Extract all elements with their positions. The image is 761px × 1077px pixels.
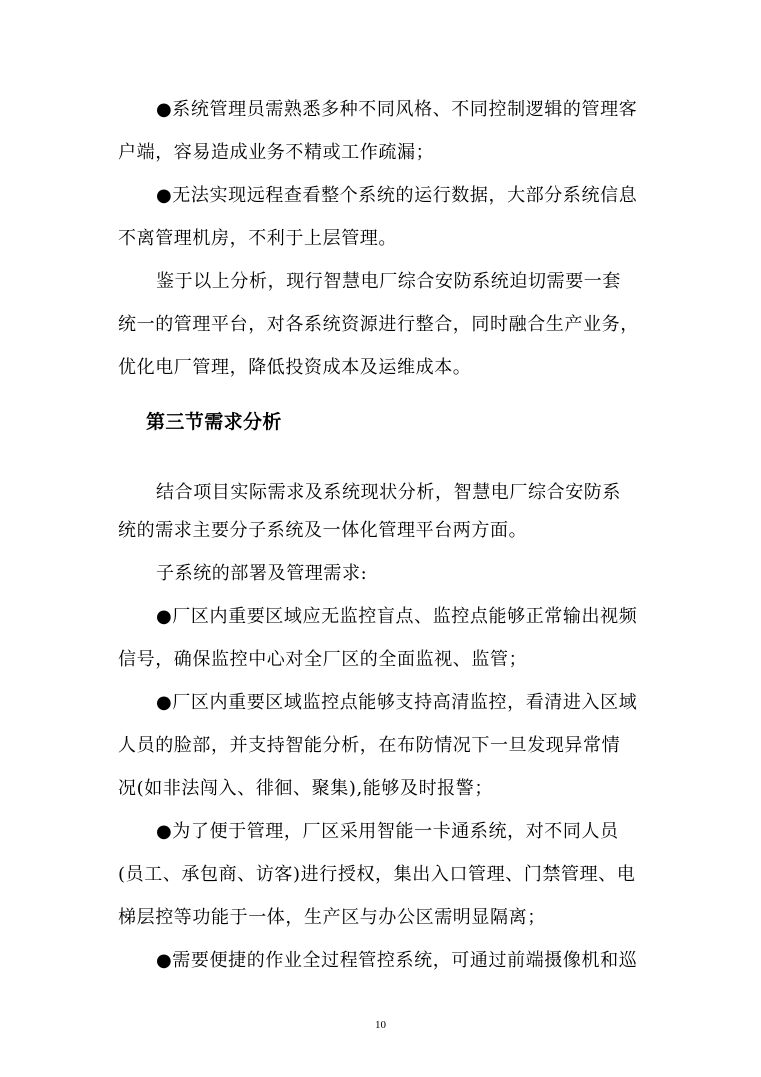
paragraph-line: ●为了便于管理，厂区采用智能一卡通系统，对不同人员 — [156, 821, 619, 842]
paragraph-line: 户端，容易造成业务不精或工作疏漏； — [118, 142, 435, 163]
paragraph-line: 统一的管理平台，对各系统资源进行整合，同时融合生产业务， — [118, 314, 639, 335]
paragraph-line: 鉴于以上分析，现行智慧电厂综合安防系统迫切需要一套 — [156, 271, 621, 292]
paragraph-line: 况(如非法闯入、徘徊、聚集),能够及时报警； — [118, 778, 493, 799]
page-number: 10 — [375, 1019, 386, 1031]
paragraph-line: ●系统管理员需熟悉多种不同风格、不同控制逻辑的管理客 — [156, 99, 638, 120]
paragraph-line: 统的需求主要分子系统及一体化管理平台两方面。 — [118, 520, 528, 541]
section-heading: 第三节需求分析 — [146, 411, 282, 433]
paragraph-line: ●厂区内重要区域应无监控盲点、监控点能够正常输出视频 — [156, 606, 638, 627]
paragraph-line: 不离管理机房，不利于上层管理。 — [118, 228, 397, 249]
paragraph-line: 信号，确保监控中心对全厂区的全面监视、监管； — [118, 649, 528, 670]
paragraph-line: 子系统的部署及管理需求: — [156, 563, 368, 584]
paragraph-line: 人员的脸部，并支持智能分析，在布防情况下一旦发现异常情 — [118, 735, 621, 756]
paragraph-line: ●需要便捷的作业全过程管控系统，可通过前端摄像机和巡 — [156, 950, 638, 971]
paragraph-line: (员工、承包商、访客)进行授权，集出入口管理、门禁管理、电 — [118, 864, 636, 885]
paragraph-line: 结合项目实际需求及系统现状分析，智慧电厂综合安防系 — [156, 482, 621, 503]
paragraph-line: ●无法实现远程查看整个系统的运行数据，大部分系统信息 — [156, 185, 638, 206]
paragraph-line: 梯层控等功能于一体，生产区与办公区需明显隔离； — [118, 907, 546, 928]
paragraph-line: ●厂区内重要区域监控点能够支持高清监控，看清进入区域 — [156, 692, 638, 713]
paragraph-line: 优化电厂管理，降低投资成本及运维成本。 — [118, 357, 472, 378]
